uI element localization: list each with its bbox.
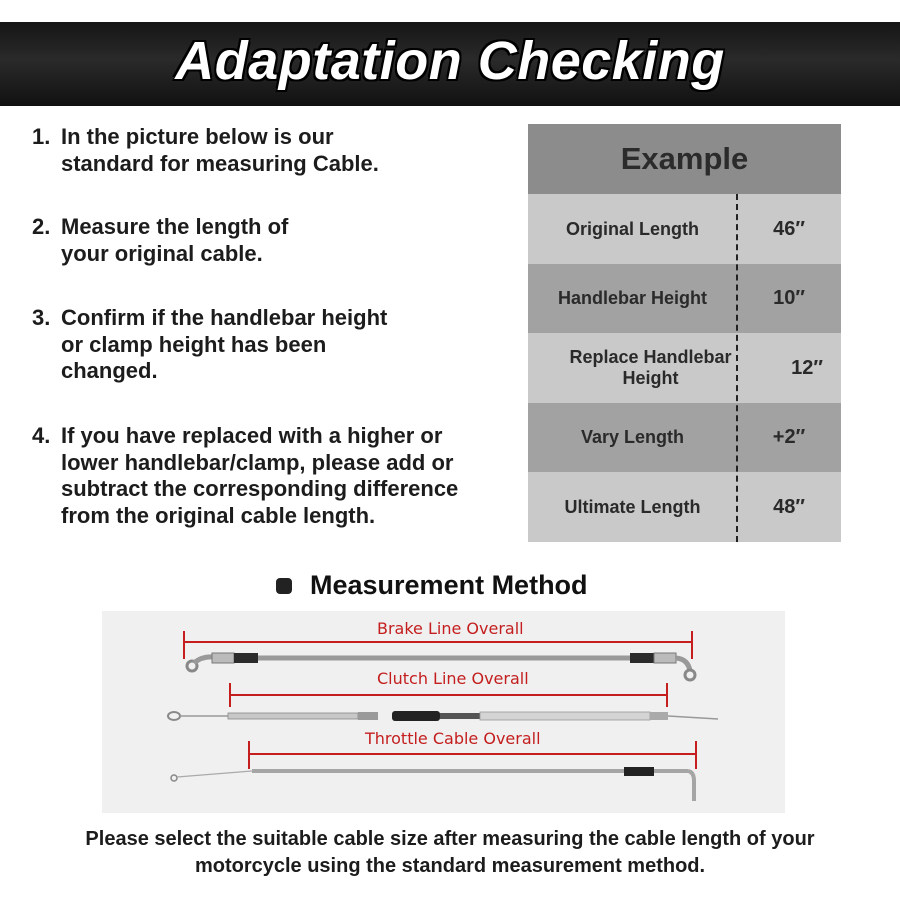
throttle-cable [171, 767, 694, 801]
step-2 [32, 214, 332, 267]
step-text: If you have replaced with a higher or lower handlebar/clamp, please add or subtract the corresponding difference from the original cable length. [61, 423, 459, 528]
step-1 [32, 124, 432, 177]
example-value: 10″ [773, 287, 805, 309]
cables-illustration [102, 611, 785, 813]
step-4 [32, 423, 482, 529]
measurement-diagram [102, 611, 785, 813]
example-label: Handlebar Height [557, 288, 708, 308]
step-3 [32, 305, 392, 385]
step-number: 4. [32, 423, 51, 448]
example-row [528, 194, 841, 264]
example-row [528, 472, 841, 542]
step-text: In the picture below is our standard for measuring Cable. [61, 124, 379, 176]
bullet-icon [276, 578, 292, 594]
example-value: 48″ [773, 495, 805, 518]
brake-line-label: Brake Line Overall [377, 619, 524, 638]
measurement-title: Measurement Method [310, 570, 588, 600]
step-number: 2. [32, 214, 51, 239]
clutch-line-label: Clutch Line Overall [377, 669, 529, 688]
example-value: +2″ [772, 426, 806, 448]
example-value: 12″ [791, 356, 823, 379]
measurement-heading [276, 570, 588, 601]
footer-note: Please select the suitable cable size after measuring the cable length of your motorcycle using the standard measurement method. [85, 828, 815, 877]
example-label: Ultimate Length [564, 496, 701, 517]
clutch-line-cable [168, 711, 718, 721]
title-banner [0, 22, 900, 106]
example-label: Vary Length [580, 427, 685, 447]
example-label: Replace Handlebar Height [569, 347, 732, 388]
example-row [528, 264, 841, 333]
step-text: Measure the length of your original cable. [61, 214, 289, 266]
example-table [528, 124, 841, 542]
throttle-cable-label: Throttle Cable Overall [365, 729, 541, 748]
example-label: Original Length [566, 218, 699, 239]
page-title: Adaptation Checking [175, 31, 725, 91]
example-value: 46″ [773, 217, 805, 240]
example-row [528, 333, 841, 403]
example-row [528, 403, 841, 472]
dashed-divider [736, 194, 738, 542]
step-number: 3. [32, 305, 51, 330]
step-number: 1. [32, 124, 51, 149]
example-title: Example [528, 124, 841, 194]
step-text: Confirm if the handlebar height or clamp height has been changed. [61, 305, 388, 383]
